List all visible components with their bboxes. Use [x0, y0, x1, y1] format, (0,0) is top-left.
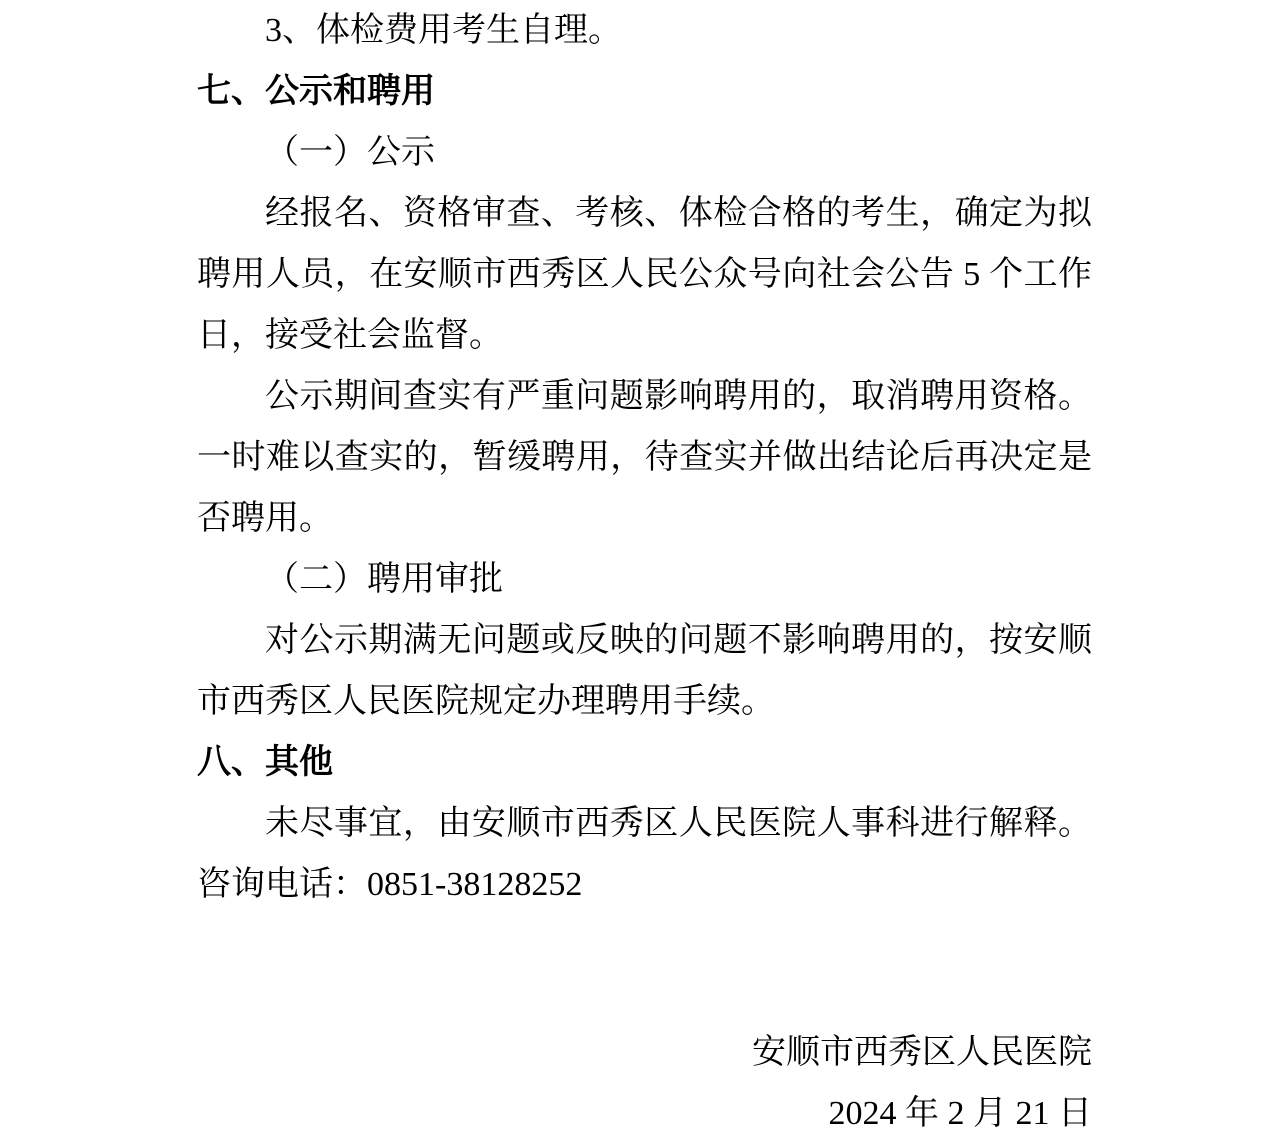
sub-heading-2-employment-approval: （二）聘用审批 — [265, 561, 503, 598]
paragraph-contact-info: 未尽事宜，由安顺市西秀区人民医院人事科进行解释。咨询电话：0851-38128252 — [197, 805, 1092, 903]
section-heading-7-publicity-and-employment: 七、公示和聘用 — [197, 73, 435, 110]
section-heading-8-others: 八、其他 — [197, 744, 333, 781]
paragraph-publicity-problems: 公示期间查实有严重问题影响聘用的，取消聘用资格。一时难以查实的，暂缓聘用，待查实并做出结论后再决定是否聘用。 — [197, 378, 1092, 537]
signature-date: 2024 年 2 月 21 日 — [828, 1095, 1092, 1132]
sub-heading-1-publicity: （一）公示 — [265, 134, 435, 171]
signature-org-name: 安顺市西秀区人民医院 — [752, 1034, 1092, 1071]
document-body — [197, 0, 1092, 1144]
signature-block — [197, 1022, 1092, 1144]
paragraph-publicity-process: 经报名、资格审查、考核、体检合格的考生，确定为拟聘用人员，在安顺市西秀区人民公众号向社会公告 5 个工作日，接受社会监督。 — [197, 195, 1092, 354]
paragraph-physical-exam-fee: 3、体检费用考生自理。 — [265, 12, 622, 49]
paragraph-employment-procedure: 对公示期满无问题或反映的问题不影响聘用的，按安顺市西秀区人民医院规定办理聘用手续。 — [197, 622, 1092, 720]
